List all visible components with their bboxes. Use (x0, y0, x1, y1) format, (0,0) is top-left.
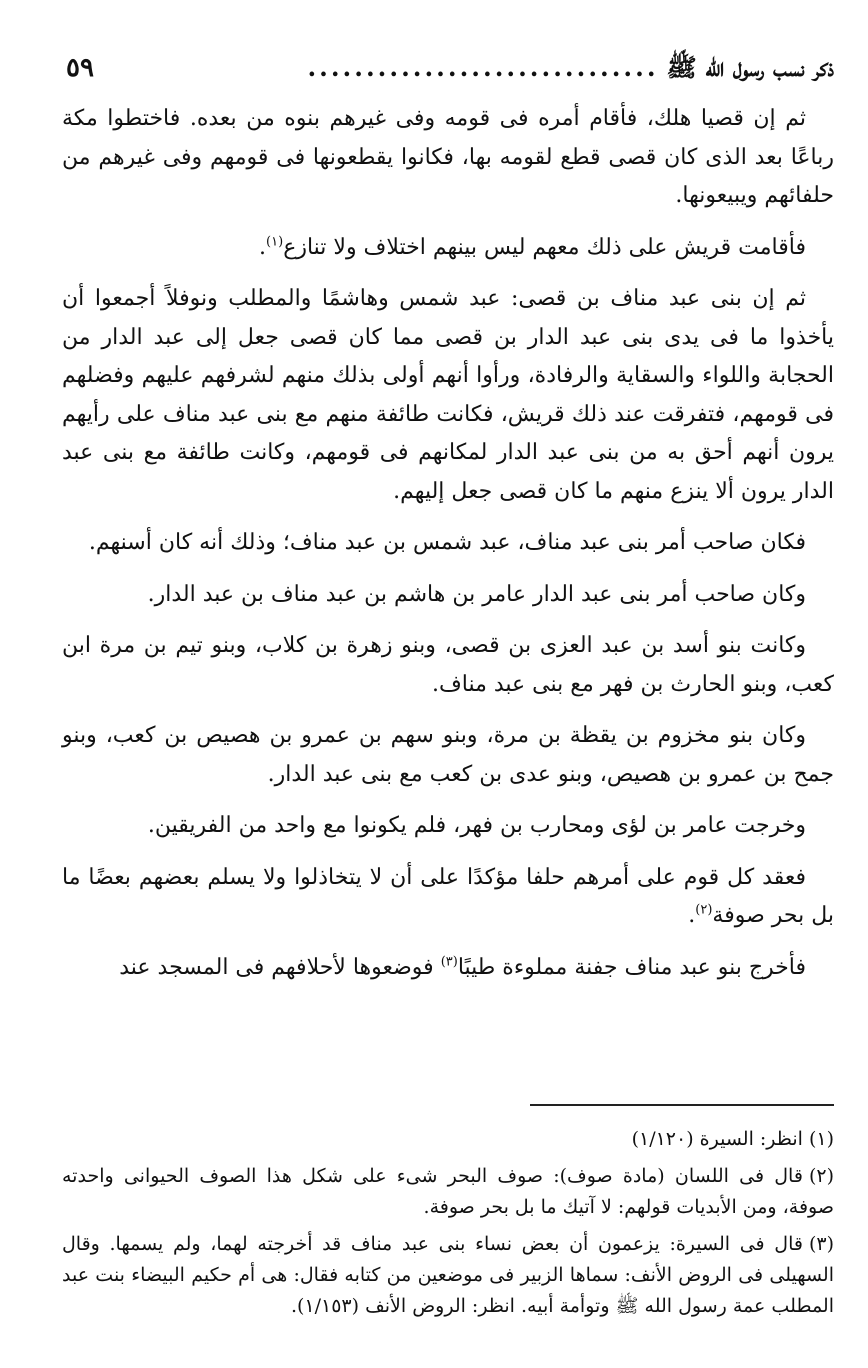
paragraph-text: فأقامت قريش على ذلك معهم ليس بينهم اختلاف ولا تنازع (283, 234, 806, 260)
footnote-ref: (٢) (695, 902, 713, 918)
paragraph (62, 859, 834, 936)
paragraph: وكان صاحب أمر بنى عبد الدار عامر بن هاشم بن عبد مناف بن عبد الدار. (147, 581, 806, 607)
header-leader-dots: .............................. (307, 53, 659, 82)
paragraph: وكان بنو مخزوم بن يقظة بن مرة، وبنو سهم بن عمرو بن هصيص بن كعب، وبنو جمح بن عمرو بن هصيص، وبنو عدى بن كعب مع بنى عبد الدار. (62, 723, 834, 787)
footnote-text: قال فى اللسان (مادة صوف): صوف البحر شىء على شكل هذا الصوف الحيوانى واحدته صوفة، ومن الأبديات قولهم: لا آتيك ما بل بحر صوفة. (62, 1165, 834, 1218)
paragraph-text: فأخرج بنو عبد مناف جفنة مملوءة طيبًا (457, 954, 806, 980)
paragraph: وكانت بنو أسد بن عبد العزى بن قصى، وبنو زهرة بن كلاب، وبنو تيم بن مرة ابن كعب، وبنو الحارث بن فهر مع بنى عبد مناف. (62, 633, 834, 697)
paragraph-text: فعقد كل قوم على أمرهم حلفا مؤكدًا على أن لا يتخاذلوا ولا يسلم بعضهم بعضًا ما بل بحر صوفة (62, 864, 834, 928)
page-number: ٥٩ (66, 53, 94, 83)
main-text (62, 100, 834, 1000)
paragraph: ثم إن قصيا هلك، فأقام أمره فى قومه وفى غيرهم بنوه من بعده. فاختطوا مكة رباعًا بعد الذى كان قصى قطع لقومه بها، فكانوا يقطعونها فى قومهم وفى غيرهم من حلفائهم ويبيعونها. (62, 106, 834, 208)
footnote-ref: (٣) (440, 954, 458, 970)
paragraph-end: . (259, 234, 267, 260)
paragraph (62, 229, 834, 268)
footnote (62, 1161, 834, 1223)
paragraph: وخرجت عامر بن لؤى ومحارب بن فهر، فلم يكونوا مع واحد من الفريقين. (147, 813, 806, 838)
paragraph-text: فوضعوها لأحلافهم فى المسجد عند (119, 954, 434, 980)
paragraph: ثم إن بنى عبد مناف بن قصى: عبد شمس وهاشمًا والمطلب ونوفلاً أجمعوا أن يأخذوا ما فى يدى بنى عبد الدار بن قصى مما كان قصى جعل إلى عبد الدار من الحجابة واللواء والسقاية والرفادة، ورأوا أنهم أولى بذلك منهم لشرفهم عليهم وفضلهم فى قومهم، فتفرقت عند ذلك قريش، فكانت طائفة منهم مع بنى عبد مناف على رأيهم يرون أنهم أحق به من بنى عبد الدار لمكانهم فى قومهم، وكانت طائفة مع بنى عبد الدار يرون ألا ينزع منهم ما كان قصى جعل إليهم. (62, 286, 834, 504)
running-header (66, 52, 834, 92)
footnotes (62, 1124, 834, 1328)
paragraph (62, 949, 834, 988)
footnote-text: قال فى السيرة: يزعمون أن بعض نساء بنى عبد مناف قد أخرجته لهما، ولم يسمها. وقال السهيلى فى الروض الأنف: سماها الزبير فى موضعين من كتابه فقال: هى أم حكيم البيضاء بنت عبد المطلب عمة رسول الله ﷺ وتوأمة أبيه. انظر: الروض الأنف (١/١٥٣). (62, 1233, 834, 1317)
footnote-text: انظر: السيرة (١/١٢٠) (631, 1128, 803, 1150)
footnote-ref: (١) (266, 234, 284, 250)
footnote-number: (١) (808, 1128, 834, 1150)
footnote-number: (٢) (808, 1165, 834, 1187)
footnote (62, 1124, 834, 1155)
header-title: ذكر نسب رسول الله ﷺ (666, 53, 834, 82)
footnote-separator (530, 1104, 834, 1106)
footnote (62, 1229, 834, 1322)
paragraph: فكان صاحب أمر بنى عبد مناف، عبد شمس بن عبد مناف؛ وذلك أنه كان أسنهم. (88, 530, 806, 555)
footnote-number: (٣) (808, 1233, 834, 1255)
paragraph-end: . (688, 903, 696, 928)
